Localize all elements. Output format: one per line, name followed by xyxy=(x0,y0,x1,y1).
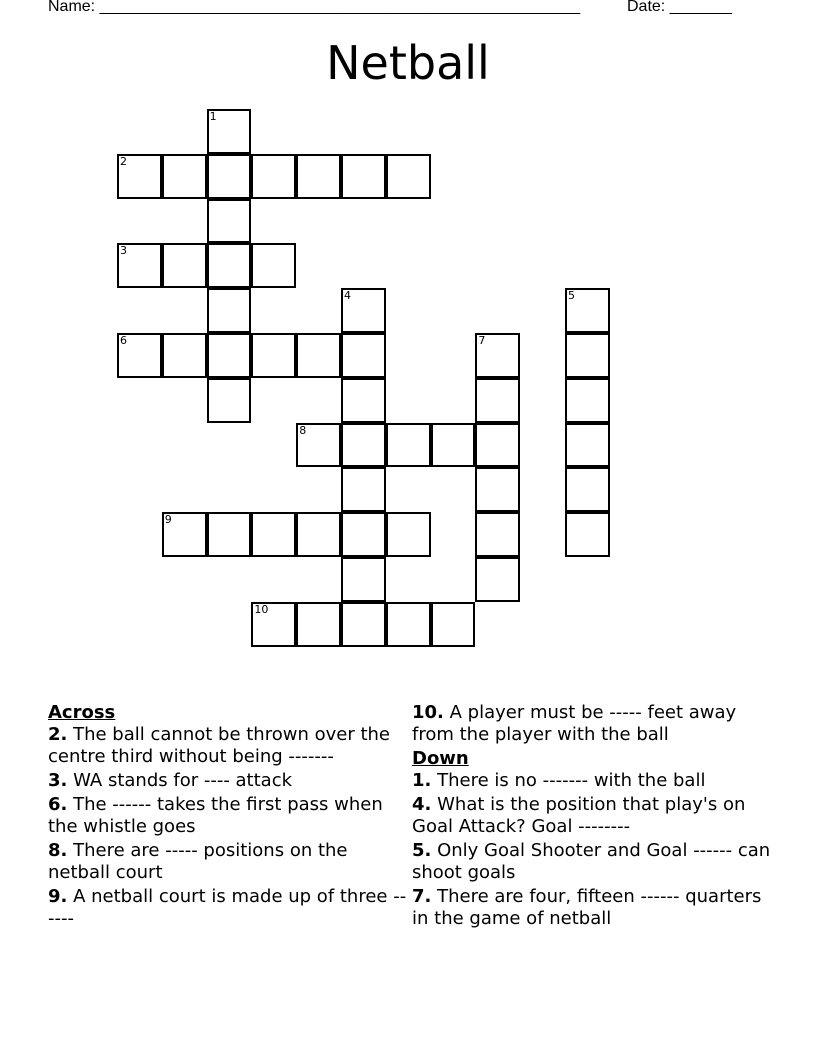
down-clue xyxy=(412,840,772,884)
grid-cell[interactable] xyxy=(341,467,386,512)
grid-cell[interactable] xyxy=(117,154,162,199)
across-clue xyxy=(412,702,772,746)
clue-number-label: 6 xyxy=(120,334,127,347)
grid-cell[interactable] xyxy=(296,154,341,199)
grid-cell[interactable] xyxy=(475,467,520,512)
clues-left-column xyxy=(48,702,408,932)
grid-cell[interactable] xyxy=(162,512,207,557)
name-field-line: Name: ______________________________________________________ xyxy=(48,0,581,15)
grid-cell[interactable] xyxy=(475,423,520,468)
clue-number: 7. xyxy=(412,886,432,907)
clues-right-column xyxy=(412,702,772,932)
clue-text: There are four, fifteen ------ quarters in the game of netball xyxy=(412,886,762,929)
clue-number: 8. xyxy=(48,840,68,861)
across-clue xyxy=(48,770,408,792)
clue-number: 5. xyxy=(412,840,432,861)
grid-cell[interactable] xyxy=(207,243,252,288)
grid-cell[interactable] xyxy=(341,557,386,602)
grid-cell[interactable] xyxy=(565,512,610,557)
grid-cell[interactable] xyxy=(207,288,252,333)
down-clue xyxy=(412,770,772,792)
grid-cell[interactable] xyxy=(341,333,386,378)
clue-number-label: 4 xyxy=(344,289,351,303)
clue-number-label: 9 xyxy=(164,513,172,527)
grid-cell[interactable] xyxy=(296,512,341,557)
clue-text: There is no ------- with the ball xyxy=(437,770,706,791)
grid-cell[interactable] xyxy=(475,512,520,557)
clue-number: 3. xyxy=(48,770,68,791)
across-clue xyxy=(48,886,408,930)
grid-cell[interactable] xyxy=(251,333,296,378)
across-clue xyxy=(48,840,408,884)
clue-number: 10. xyxy=(412,702,444,723)
grid-cell[interactable] xyxy=(386,154,431,199)
down-heading: Down xyxy=(412,748,469,769)
clue-text: Only Goal Shooter and Goal ------ can shoot goals xyxy=(412,840,771,883)
grid-cell[interactable] xyxy=(431,602,476,647)
grid-cell[interactable] xyxy=(341,288,386,333)
grid-cell[interactable] xyxy=(341,154,386,199)
grid-cell[interactable] xyxy=(251,154,296,199)
grid-cell[interactable] xyxy=(565,333,610,378)
grid-cell[interactable] xyxy=(296,602,341,647)
grid-cell[interactable] xyxy=(565,467,610,512)
clue-number-label: 8 xyxy=(299,423,307,437)
down-clue xyxy=(412,886,772,930)
grid-cell[interactable] xyxy=(341,378,386,423)
grid-cell[interactable] xyxy=(386,512,431,557)
clue-text: The ball cannot be thrown over the centre third without being ------- xyxy=(48,724,390,767)
grid-cell[interactable] xyxy=(386,423,431,468)
clue-text: What is the position that play's on Goal Attack? Goal -------- xyxy=(412,794,746,837)
puzzle-title: Netball xyxy=(326,36,490,90)
grid-cell[interactable] xyxy=(207,154,252,199)
grid-cell[interactable] xyxy=(341,512,386,557)
date-field-line: Date: _______ xyxy=(627,0,732,15)
grid-cell[interactable] xyxy=(162,243,207,288)
grid-cell[interactable] xyxy=(475,333,520,378)
clue-number: 6. xyxy=(48,794,68,815)
grid-cell[interactable] xyxy=(207,199,252,244)
grid-cell[interactable] xyxy=(296,423,341,468)
grid-cell[interactable] xyxy=(431,423,476,468)
clue-text: A player must be ----- feet away from the player with the ball xyxy=(412,702,737,745)
grid-cell[interactable] xyxy=(162,333,207,378)
grid-cell[interactable] xyxy=(565,288,610,333)
grid-cell[interactable] xyxy=(117,333,162,378)
grid-cell[interactable] xyxy=(117,243,162,288)
grid-cell[interactable] xyxy=(207,333,252,378)
down-clue xyxy=(412,794,772,838)
grid-cell[interactable] xyxy=(251,602,296,647)
across-clue xyxy=(48,794,408,838)
clue-number-label: 2 xyxy=(120,154,127,168)
clue-number-label: 7 xyxy=(478,334,486,347)
grid-cell[interactable] xyxy=(565,423,610,468)
grid-cell[interactable] xyxy=(251,243,296,288)
clue-number-label: 3 xyxy=(120,244,127,258)
clue-number-label: 5 xyxy=(568,289,575,303)
clue-number: 4. xyxy=(412,794,432,815)
grid-cell[interactable] xyxy=(296,333,341,378)
grid-cell[interactable] xyxy=(207,378,252,423)
grid-cell[interactable] xyxy=(475,557,520,602)
grid-cell[interactable] xyxy=(341,602,386,647)
clue-text: There are ----- positions on the netball court xyxy=(48,840,348,883)
clue-text: A netball court is made up of three ------ xyxy=(48,886,407,929)
across-clue xyxy=(48,724,408,768)
clue-text: WA stands for ---- attack xyxy=(73,770,293,791)
clue-number: 9. xyxy=(48,886,68,907)
grid-cell[interactable] xyxy=(475,378,520,423)
grid-cell[interactable] xyxy=(207,109,252,154)
clue-number-label: 10 xyxy=(254,602,269,616)
clue-text: The ------ takes the first pass when the whistle goes xyxy=(48,794,383,837)
grid-cell[interactable] xyxy=(251,512,296,557)
clue-number-label: 1 xyxy=(209,110,217,123)
grid-cell[interactable] xyxy=(162,154,207,199)
grid-cell[interactable] xyxy=(207,512,252,557)
grid-cell[interactable] xyxy=(386,602,431,647)
grid-cell[interactable] xyxy=(565,378,610,423)
grid-cell[interactable] xyxy=(341,423,386,468)
across-heading: Across xyxy=(48,702,116,723)
clue-number: 2. xyxy=(48,724,68,745)
clue-number: 1. xyxy=(412,770,432,791)
